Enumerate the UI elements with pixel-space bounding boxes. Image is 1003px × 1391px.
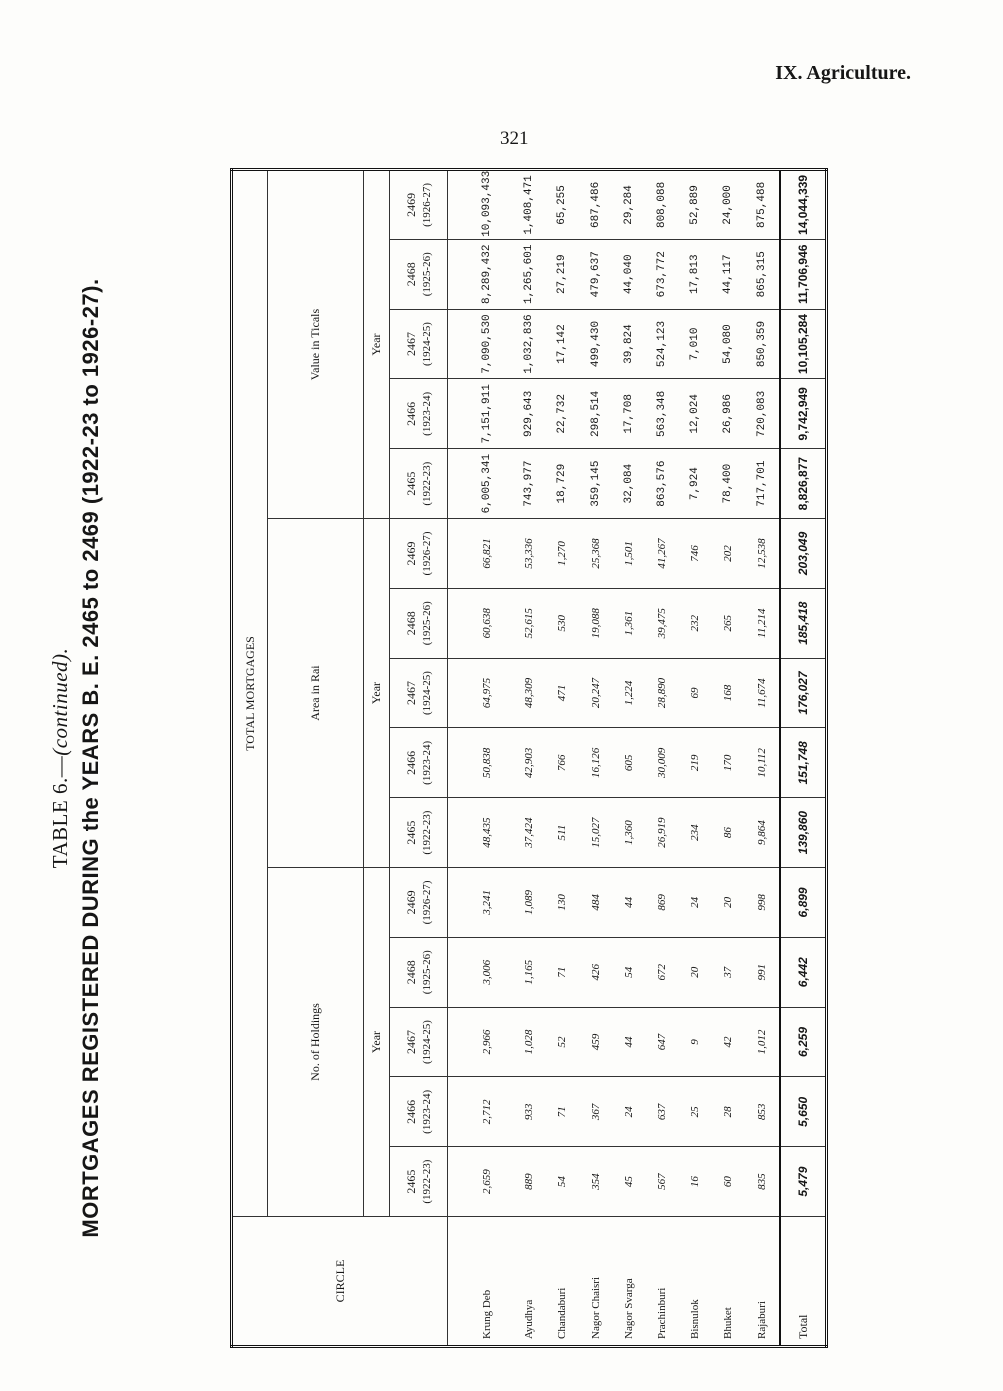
area-cell: 86 xyxy=(712,798,745,868)
year-cell: 2465 (1922-23) xyxy=(390,449,448,519)
value-cell: 24,000 xyxy=(712,170,745,240)
year-cell: 2468 (1925-26) xyxy=(390,239,448,309)
table-row xyxy=(513,170,546,1347)
holdings-cell: 71 xyxy=(546,937,579,1007)
holdings-cell: 6,899 xyxy=(780,868,826,938)
area-cell: 151,748 xyxy=(780,728,826,798)
area-cell: 11,674 xyxy=(745,658,781,728)
circle-name: Rajaburi xyxy=(745,1217,781,1347)
holdings-cell: 2,712 xyxy=(448,1077,513,1147)
holdings-cell: 25 xyxy=(678,1077,711,1147)
holdings-cell: 484 xyxy=(579,868,612,938)
area-cell: 139,860 xyxy=(780,798,826,868)
value-header: Value in Ticals xyxy=(268,170,364,519)
holdings-cell: 44 xyxy=(612,1007,645,1077)
holdings-cell: 20 xyxy=(678,937,711,1007)
value-cell: 29,284 xyxy=(612,170,645,240)
value-cell: 7,090,530 xyxy=(448,309,513,379)
area-cell: 471 xyxy=(546,658,579,728)
year-cell: 2467 (1924-25) xyxy=(390,309,448,379)
area-cell: 41,267 xyxy=(645,519,678,589)
holdings-cell: 1,012 xyxy=(745,1007,781,1077)
area-cell: 1,501 xyxy=(612,519,645,589)
value-cell: 499,430 xyxy=(579,309,612,379)
value-cell: 17,813 xyxy=(678,239,711,309)
area-cell: 42,903 xyxy=(513,728,546,798)
holdings-cell: 5,479 xyxy=(780,1147,826,1217)
value-cell: 10,105,284 xyxy=(780,309,826,379)
table-row xyxy=(745,170,781,1347)
total-mortgages-header: TOTAL MORTGAGES xyxy=(232,170,268,1217)
area-cell: 202 xyxy=(712,519,745,589)
area-cell: 26,919 xyxy=(645,798,678,868)
value-cell: 26,986 xyxy=(712,379,745,449)
area-cell: 64,975 xyxy=(448,658,513,728)
area-cell: 20,247 xyxy=(579,658,612,728)
holdings-cell: 52 xyxy=(546,1007,579,1077)
holdings-cell: 54 xyxy=(546,1147,579,1217)
area-cell: 1,270 xyxy=(546,519,579,589)
holdings-cell: 9 xyxy=(678,1007,711,1077)
circle-name: Prachinburi xyxy=(645,1217,678,1347)
holdings-cell: 60 xyxy=(712,1147,745,1217)
value-cell: 10,093,433 xyxy=(448,170,513,240)
value-cell: 7,010 xyxy=(678,309,711,379)
value-cell: 563,348 xyxy=(645,379,678,449)
year-cell: 2468 (1925-26) xyxy=(390,588,448,658)
area-cell: 1,361 xyxy=(612,588,645,658)
holdings-cell: 889 xyxy=(513,1147,546,1217)
table-row xyxy=(546,170,579,1347)
table-row xyxy=(448,170,513,1347)
area-cell: 66,821 xyxy=(448,519,513,589)
holdings-cell: 991 xyxy=(745,937,781,1007)
area-cell: 176,027 xyxy=(780,658,826,728)
value-cell: 1,408,471 xyxy=(513,170,546,240)
value-cell: 8,826,877 xyxy=(780,449,826,519)
value-cell: 863,576 xyxy=(645,449,678,519)
value-cell: 14,044,339 xyxy=(780,170,826,240)
value-cell: 17,708 xyxy=(612,379,645,449)
area-cell: 39,475 xyxy=(645,588,678,658)
holdings-cell: 647 xyxy=(645,1007,678,1077)
holdings-cell: 24 xyxy=(678,868,711,938)
area-cell: 1,360 xyxy=(612,798,645,868)
area-cell: 170 xyxy=(712,728,745,798)
table-body xyxy=(448,170,781,1347)
holdings-cell: 28 xyxy=(712,1077,745,1147)
circle-name: Nagor Chaisri xyxy=(579,1217,612,1347)
table-row xyxy=(712,170,745,1347)
holdings-header: No. of Holdings xyxy=(268,868,364,1217)
holdings-cell: 426 xyxy=(579,937,612,1007)
holdings-cell: 933 xyxy=(513,1077,546,1147)
table-row xyxy=(645,170,678,1347)
year-cell: 2465 (1922-23) xyxy=(390,1147,448,1217)
area-cell: 605 xyxy=(612,728,645,798)
area-cell: 168 xyxy=(712,658,745,728)
holdings-cell: 6,442 xyxy=(780,937,826,1007)
section-header: IX. Agriculture. xyxy=(775,62,911,84)
table-total xyxy=(780,170,826,1347)
value-cell: 27,219 xyxy=(546,239,579,309)
holdings-cell: 2,966 xyxy=(448,1007,513,1077)
value-cell: 39,824 xyxy=(612,309,645,379)
value-cell: 359,145 xyxy=(579,449,612,519)
holdings-cell: 869 xyxy=(645,868,678,938)
holdings-cell: 853 xyxy=(745,1077,781,1147)
holdings-cell: 45 xyxy=(612,1147,645,1217)
value-cell: 720,083 xyxy=(745,379,781,449)
holdings-cell: 1,165 xyxy=(513,937,546,1007)
value-cell: 1,265,601 xyxy=(513,239,546,309)
holdings-cell: 42 xyxy=(712,1007,745,1077)
circle-name: Bhuket xyxy=(712,1217,745,1347)
value-cell: 7,151,911 xyxy=(448,379,513,449)
value-cell: 298,514 xyxy=(579,379,612,449)
holdings-cell: 367 xyxy=(579,1077,612,1147)
area-cell: 52,615 xyxy=(513,588,546,658)
value-cell: 1,032,836 xyxy=(513,309,546,379)
year-header-area: Year xyxy=(364,519,390,868)
value-cell: 9,742,949 xyxy=(780,379,826,449)
value-cell: 808,088 xyxy=(645,170,678,240)
holdings-cell: 44 xyxy=(612,868,645,938)
holdings-cell: 5,650 xyxy=(780,1077,826,1147)
area-cell: 28,890 xyxy=(645,658,678,728)
value-cell: 78,400 xyxy=(712,449,745,519)
circle-name: Bisnulok xyxy=(678,1217,711,1347)
value-cell: 865,315 xyxy=(745,239,781,309)
area-cell: 1,224 xyxy=(612,658,645,728)
table-title: MORTGAGES REGISTERED DURING the YEARS B. E. 2465 to 2469 (1922-23 to 1926-27). xyxy=(78,278,103,1238)
holdings-cell: 567 xyxy=(645,1147,678,1217)
value-cell: 22,732 xyxy=(546,379,579,449)
circle-name: Chandaburi xyxy=(546,1217,579,1347)
year-cell: 2467 (1924-25) xyxy=(390,1007,448,1077)
year-cell: 2469 (1926-27) xyxy=(390,170,448,240)
area-header: Area in Rai xyxy=(268,519,364,868)
year-header-holdings: Year xyxy=(364,868,390,1217)
holdings-cell: 1,028 xyxy=(513,1007,546,1077)
value-cell: 12,024 xyxy=(678,379,711,449)
area-cell: 10,112 xyxy=(745,728,781,798)
holdings-cell: 2,659 xyxy=(448,1147,513,1217)
area-cell: 232 xyxy=(678,588,711,658)
area-cell: 25,368 xyxy=(579,519,612,589)
value-cell: 65,255 xyxy=(546,170,579,240)
value-cell: 687,486 xyxy=(579,170,612,240)
area-cell: 746 xyxy=(678,519,711,589)
value-cell: 44,040 xyxy=(612,239,645,309)
holdings-cell: 1,089 xyxy=(513,868,546,938)
holdings-cell: 6,259 xyxy=(780,1007,826,1077)
value-cell: 44,117 xyxy=(712,239,745,309)
holdings-cell: 16 xyxy=(678,1147,711,1217)
area-cell: 766 xyxy=(546,728,579,798)
value-cell: 8,289,432 xyxy=(448,239,513,309)
value-cell: 524,123 xyxy=(645,309,678,379)
value-cell: 18,729 xyxy=(546,449,579,519)
year-cell: 2466 (1923-24) xyxy=(390,728,448,798)
holdings-cell: 71 xyxy=(546,1077,579,1147)
year-cell: 2468 (1925-26) xyxy=(390,937,448,1007)
area-cell: 234 xyxy=(678,798,711,868)
holdings-cell: 835 xyxy=(745,1147,781,1217)
value-cell: 875,488 xyxy=(745,170,781,240)
holdings-cell: 24 xyxy=(612,1077,645,1147)
area-cell: 60,638 xyxy=(448,588,513,658)
area-cell: 12,538 xyxy=(745,519,781,589)
area-cell: 48,309 xyxy=(513,658,546,728)
value-cell: 32,084 xyxy=(612,449,645,519)
value-cell: 929,643 xyxy=(513,379,546,449)
area-cell: 37,424 xyxy=(513,798,546,868)
value-cell: 52,889 xyxy=(678,170,711,240)
holdings-cell: 354 xyxy=(579,1147,612,1217)
area-cell: 16,126 xyxy=(579,728,612,798)
rotated-table-page xyxy=(40,168,840,1348)
page-number: 321 xyxy=(500,128,529,149)
area-cell: 30,009 xyxy=(645,728,678,798)
value-cell: 717,701 xyxy=(745,449,781,519)
area-cell: 203,049 xyxy=(780,519,826,589)
year-cell: 2469 (1926-27) xyxy=(390,868,448,938)
caption-continued: (continued). xyxy=(48,647,72,756)
value-cell: 850,359 xyxy=(745,309,781,379)
value-cell: 479,637 xyxy=(579,239,612,309)
value-cell: 7,924 xyxy=(678,449,711,519)
value-cell: 6,005,341 xyxy=(448,449,513,519)
year-header-value: Year xyxy=(364,170,390,519)
area-cell: 219 xyxy=(678,728,711,798)
area-cell: 9,864 xyxy=(745,798,781,868)
area-cell: 15,027 xyxy=(579,798,612,868)
table-row xyxy=(612,170,645,1347)
area-cell: 511 xyxy=(546,798,579,868)
holdings-cell: 37 xyxy=(712,937,745,1007)
total-row xyxy=(780,170,826,1347)
area-cell: 530 xyxy=(546,588,579,658)
circle-name: Nagor Svarga xyxy=(612,1217,645,1347)
holdings-cell: 130 xyxy=(546,868,579,938)
area-cell: 265 xyxy=(712,588,745,658)
value-cell: 743,977 xyxy=(513,449,546,519)
year-cell: 2467 (1924-25) xyxy=(390,658,448,728)
caption-prefix: TABLE 6.— xyxy=(48,755,72,869)
holdings-cell: 459 xyxy=(579,1007,612,1077)
area-cell: 48,435 xyxy=(448,798,513,868)
table-row xyxy=(678,170,711,1347)
area-cell: 50,838 xyxy=(448,728,513,798)
holdings-cell: 672 xyxy=(645,937,678,1007)
area-cell: 53,336 xyxy=(513,519,546,589)
value-cell: 673,772 xyxy=(645,239,678,309)
holdings-cell: 637 xyxy=(645,1077,678,1147)
area-cell: 11,214 xyxy=(745,588,781,658)
circle-name: Total xyxy=(780,1217,826,1347)
circle-name: Krung Deb xyxy=(448,1217,513,1347)
circle-header: CIRCLE xyxy=(232,1217,448,1347)
value-cell: 17,142 xyxy=(546,309,579,379)
area-cell: 69 xyxy=(678,658,711,728)
table-caption-line1 xyxy=(48,168,73,1348)
year-cell: 2466 (1923-24) xyxy=(390,1077,448,1147)
holdings-cell: 54 xyxy=(612,937,645,1007)
year-cell: 2465 (1922-23) xyxy=(390,798,448,868)
holdings-cell: 3,006 xyxy=(448,937,513,1007)
area-cell: 19,088 xyxy=(579,588,612,658)
mortgages-table xyxy=(230,168,828,1348)
holdings-cell: 998 xyxy=(745,868,781,938)
holdings-cell: 3,241 xyxy=(448,868,513,938)
year-cell: 2469 (1926-27) xyxy=(390,519,448,589)
circle-name: Ayudhya xyxy=(513,1217,546,1347)
year-cell: 2466 (1923-24) xyxy=(390,379,448,449)
table-row xyxy=(579,170,612,1347)
value-cell: 11,706,946 xyxy=(780,239,826,309)
area-cell: 185,418 xyxy=(780,588,826,658)
holdings-cell: 20 xyxy=(712,868,745,938)
value-cell: 54,080 xyxy=(712,309,745,379)
